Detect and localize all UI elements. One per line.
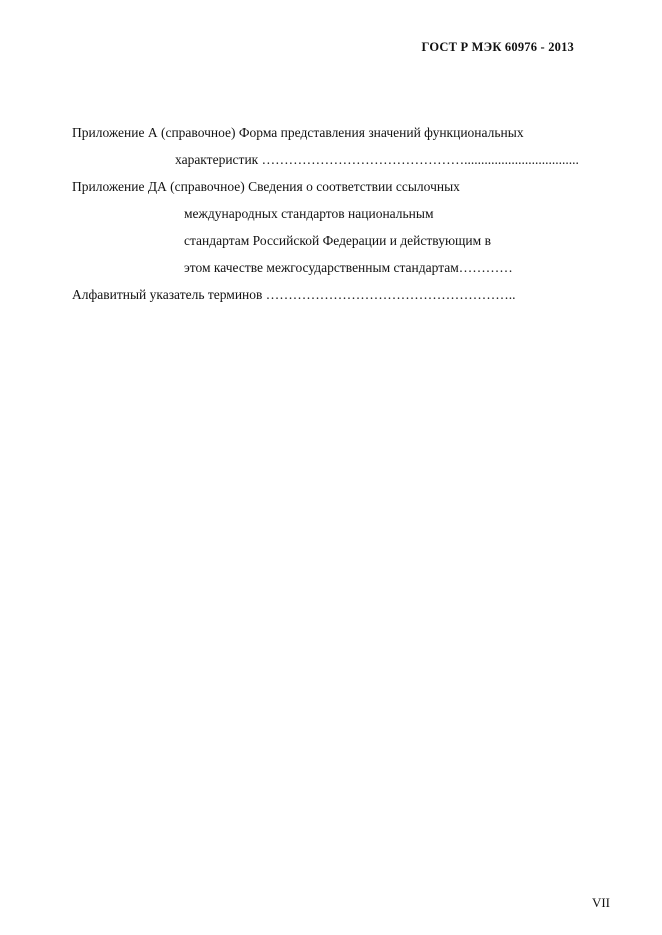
toc-entry-appendix-a-title: Приложение А (справочное) Форма представления значений функциональных — [72, 125, 524, 140]
toc-entry-appendix-da-continuation-1: международных стандартов национальным — [184, 206, 434, 221]
toc-entry-appendix-a-continuation: характеристик ……………………………………….................................. — [175, 152, 579, 167]
toc-entry-alphabetical-index: Алфавитный указатель терминов ……………………………………………….. — [72, 287, 516, 302]
document-header: ГОСТ Р МЭК 60976 - 2013 — [421, 40, 574, 54]
toc-entry-appendix-da-title: Приложение ДА (справочное) Сведения о соответствии ссылочных — [72, 179, 460, 194]
toc-entry-appendix-da-continuation-2: стандартам Российской Федерации и действующим в — [184, 233, 491, 248]
page-number: VII — [591, 895, 610, 910]
toc-entry-appendix-da-continuation-3: этом качестве межгосударственным стандартам………… — [184, 260, 513, 275]
